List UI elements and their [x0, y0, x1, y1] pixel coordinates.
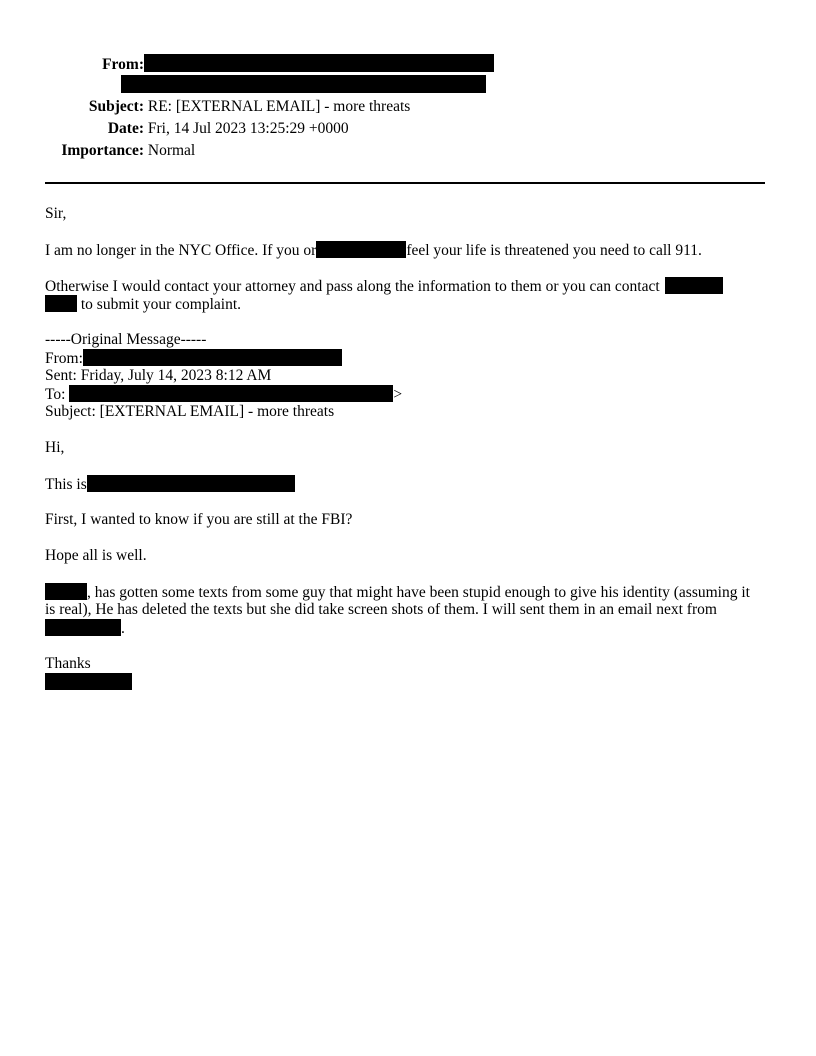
header-divider [45, 182, 765, 184]
original-sent: Sent: Friday, July 14, 2023 8:12 AM [45, 367, 272, 384]
original-this-is-row [45, 475, 295, 494]
original-thanks: Thanks [45, 655, 91, 672]
redaction-box [316, 241, 406, 258]
reply-paragraph-2-line-2 [45, 295, 241, 314]
original-texts-line-2: is real), He has deleted the texts but she did take screen shots of them. I will sent them in an email next from [45, 601, 717, 618]
original-to-label: To: [45, 386, 66, 403]
redaction-box [121, 75, 486, 93]
subject-label: Subject: [88, 98, 144, 115]
header-importance-row [0, 142, 195, 160]
para2-text-b: to submit your complaint. [80, 296, 242, 313]
texts-line-c: . [121, 620, 125, 637]
reply-paragraph-1 [45, 241, 702, 260]
date-label: Date: [107, 120, 144, 137]
original-signature [45, 673, 132, 692]
original-to-row [45, 385, 402, 404]
redaction-box [45, 295, 77, 312]
from-label: From: [102, 56, 144, 73]
greeting: Sir, [45, 205, 67, 222]
original-texts-line-1 [45, 583, 750, 602]
original-from-row [45, 349, 342, 368]
redaction-box [87, 475, 295, 492]
redaction-box [69, 385, 393, 402]
original-message-divider: -----Original Message----- [45, 331, 207, 348]
importance-label: Importance: [61, 142, 144, 159]
header-from-row [0, 54, 494, 74]
original-to-suffix: > [393, 386, 403, 403]
original-fbi-line: First, I wanted to know if you are still at the FBI? [45, 511, 353, 528]
redaction-box [83, 349, 342, 366]
redaction-box [144, 54, 494, 72]
original-subject: Subject: [EXTERNAL EMAIL] - more threats [45, 403, 335, 420]
redaction-box [45, 673, 132, 690]
header-from-continuation [121, 75, 486, 95]
date-value: Fri, 14 Jul 2023 13:25:29 +0000 [147, 120, 349, 137]
original-hi: Hi, [45, 439, 65, 456]
redaction-box [45, 583, 87, 600]
texts-line-a: , has gotten some texts from some guy that might have been stupid enough to give his identity (assuming it [87, 584, 750, 601]
original-this-is: This is [45, 476, 87, 493]
para2-text-a: Otherwise I would contact your attorney and pass along the information to them or you can contact [45, 278, 660, 295]
original-hope: Hope all is well. [45, 547, 147, 564]
header-date-row [0, 120, 349, 138]
para1-text-b: feel your life is threatened you need to call 911. [406, 242, 702, 259]
header-subject-row [0, 98, 410, 116]
original-from-label: From: [45, 350, 83, 367]
reply-paragraph-2-line-1 [45, 277, 723, 296]
redaction-box [665, 277, 723, 294]
importance-value: Normal [147, 142, 196, 159]
para1-text-a: I am no longer in the NYC Office. If you or [45, 242, 317, 259]
redaction-box [45, 619, 121, 636]
subject-value: RE: [EXTERNAL EMAIL] - more threats [147, 98, 411, 115]
original-texts-line-3 [45, 619, 125, 638]
